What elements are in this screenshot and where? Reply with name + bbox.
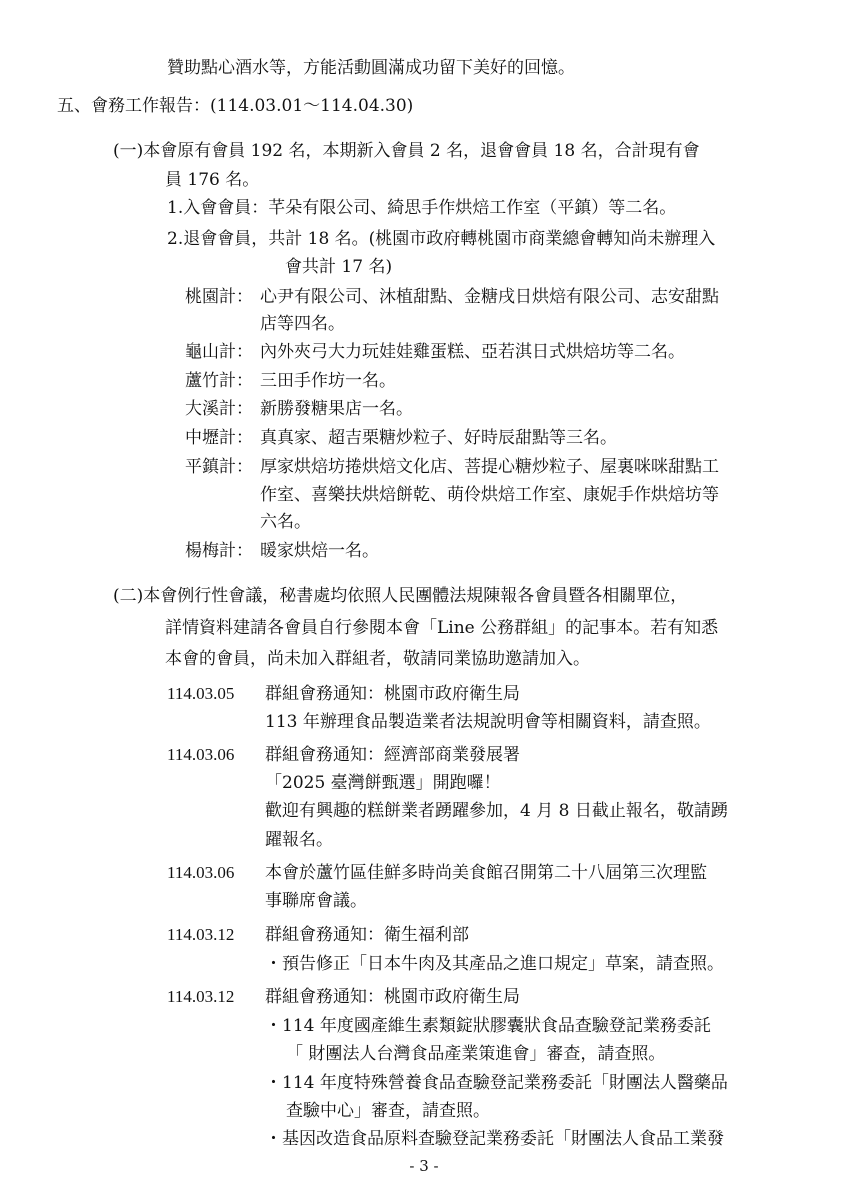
district-label: 大溪計：	[185, 399, 253, 419]
entry-line: 群組會務通知：桃園市政府衛生局	[265, 987, 520, 1007]
intro-line: 贊助點心酒水等，方能活動圓滿成功留下美好的回憶。	[167, 58, 575, 78]
entry-line: 躍報名。	[265, 830, 333, 850]
district-line: 暖家烘焙一名。	[260, 541, 379, 561]
district-label: 中壢計：	[185, 428, 253, 448]
district-line: 真真家、超吉栗糖炒粒子、好時辰甜點等三名。	[260, 428, 617, 448]
part1-line: 1.入會會員：芊朵有限公司、綺思手作烘焙工作室（平鎮）等二名。	[167, 198, 677, 218]
district-line: 店等四名。	[260, 314, 345, 334]
entry-line: 查驗中心」審查，請查照。	[286, 1101, 490, 1121]
part1-line: 會共計 17 名)	[285, 257, 393, 277]
district-line: 厚家烘焙坊捲烘焙文化店、菩提心糖炒粒子、屋裏咪咪甜點工	[260, 457, 719, 477]
entry-date: 114.03.06	[167, 745, 235, 764]
district-label: 龜山計：	[185, 342, 253, 362]
entry-line: 群組會務通知：桃園市政府衛生局	[265, 684, 520, 704]
district-line: 心尹有限公司、沐植甜點、金糖戌日烘焙有限公司、志安甜點	[260, 287, 719, 307]
district-label: 楊梅計：	[185, 541, 253, 561]
entry-date: 114.03.05	[167, 684, 235, 703]
section-five-heading: 五、會務工作報告：(114.03.01～114.04.30)	[57, 96, 414, 116]
entry-line: ・114 年度特殊營養食品查驗登記業務委託「財團法人醫藥品	[265, 1073, 728, 1093]
part1-line: 2.退會會員，共計 18 名。(桃園市政府轉桃園市商業總會轉知尚未辦理入	[167, 229, 716, 249]
part2-line: 本會的會員，尚未加入群組者，敬請同業協助邀請加入。	[165, 649, 590, 669]
entry-line: ・預告修正「日本牛肉及其產品之進口規定」草案，請查照。	[265, 954, 724, 974]
entry-line: 群組會務通知：經濟部商業發展署	[265, 745, 520, 765]
entry-date: 114.03.12	[167, 925, 235, 944]
entry-line: ・114 年度國產維生素類錠狀膠囊狀食品查驗登記業務委託	[265, 1016, 711, 1036]
entry-line: 「 財團法人台灣食品產業策進會」審查，請查照。	[286, 1044, 666, 1064]
district-line: 作室、喜樂扶烘焙餅乾、萌伶烘焙工作室、康妮手作烘焙坊等	[260, 485, 719, 505]
part2-line: 詳情資料建請各會員自行參閱本會「Line 公務群組」的記事本。若有知悉	[165, 618, 719, 638]
entry-line: 「2025 臺灣餅甄選」開跑囉！	[265, 773, 501, 793]
district-line: 內外夾弓大力玩娃娃雞蛋糕、亞若淇日式烘焙坊等二名。	[260, 342, 685, 362]
part1-line: 員 176 名。	[165, 170, 260, 190]
entry-line: 113 年辦理食品製造業者法規說明會等相關資料，請查照。	[265, 712, 711, 732]
page-number: - 3 -	[409, 1157, 439, 1175]
entry-line: 本會於蘆竹區佳鮮多時尚美食館召開第二十八屆第三次理監	[265, 863, 707, 883]
entry-date: 114.03.06	[167, 863, 235, 882]
district-line: 新勝發糖果店一名。	[260, 399, 413, 419]
entry-line: ・基因改造食品原料查驗登記業務委託「財團法人食品工業發	[265, 1129, 724, 1149]
entry-date: 114.03.12	[167, 987, 235, 1006]
district-line: 三田手作坊一名。	[260, 371, 396, 391]
district-label: 蘆竹計：	[185, 371, 253, 391]
part2-line: (二)本會例行性會議，秘書處均依照人民團體法規陳報各會員暨各相關單位，	[113, 586, 688, 606]
district-line: 六名。	[260, 512, 311, 532]
part1-line: (一)本會原有會員 192 名，本期新入會員 2 名，退會會員 18 名，合計現有會	[113, 141, 700, 161]
entry-line: 事聯席會議。	[265, 891, 367, 911]
entry-line: 歡迎有興趣的糕餅業者踴躍參加，4 月 8 日截止報名，敬請踴	[265, 801, 728, 821]
district-label: 平鎮計：	[185, 457, 253, 477]
entry-line: 群組會務通知：衛生福利部	[265, 925, 469, 945]
district-label: 桃園計：	[185, 287, 253, 307]
